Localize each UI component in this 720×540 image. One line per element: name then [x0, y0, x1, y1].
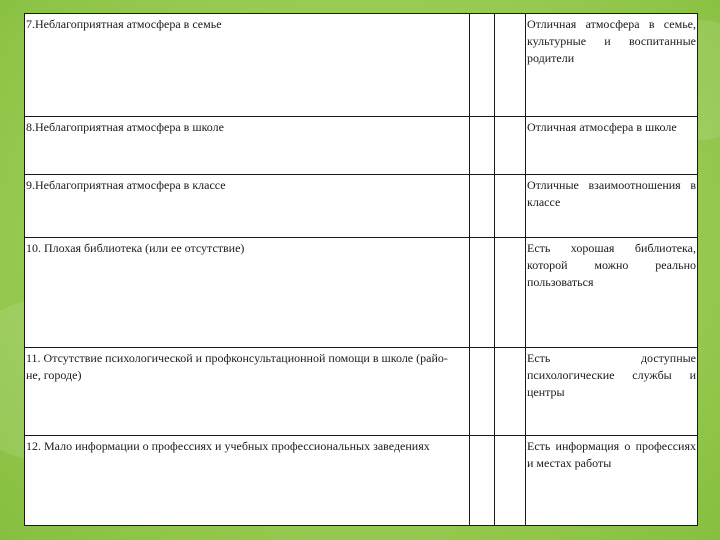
problem-cell: 12. Мало информации о профессиях и учебных профессиональных заведениях: [25, 436, 470, 526]
problem-cell: 11. Отсутствие психологической и профконсультационной помощи в школе (райо- не, городе): [25, 348, 470, 436]
empty-cell: [495, 117, 526, 175]
empty-cell: [470, 175, 495, 238]
empty-cell: [495, 238, 526, 348]
empty-cell: [470, 436, 495, 526]
solution-cell: Есть хорошая библиотека, которой можно реально пользоваться: [526, 238, 698, 348]
solution-cell: Отличная атмосфера в школе: [526, 117, 698, 175]
problem-cell: 10. Плохая библиотека (или ее отсутствие): [25, 238, 470, 348]
empty-cell: [470, 348, 495, 436]
empty-cell: [495, 14, 526, 117]
empty-cell: [470, 14, 495, 117]
empty-cell: [495, 348, 526, 436]
problem-cell: 7.Неблагоприятная атмосфера в семье: [25, 14, 470, 117]
table-row: [25, 436, 698, 526]
solution-cell: Отличные взаимоотношения в классе: [526, 175, 698, 238]
table-row: [25, 117, 698, 175]
problem-cell: 9.Неблагоприятная атмосфера в классе: [25, 175, 470, 238]
solution-cell: Отличная атмосфера в семье, культурные и воспитанные родители: [526, 14, 698, 117]
table-row: [25, 238, 698, 348]
solution-cell: Есть доступные психологические службы и центры: [526, 348, 698, 436]
empty-cell: [470, 117, 495, 175]
table-row: [25, 14, 698, 117]
empty-cell: [470, 238, 495, 348]
table-row: [25, 348, 698, 436]
empty-cell: [495, 175, 526, 238]
empty-cell: [495, 436, 526, 526]
table-row: [25, 175, 698, 238]
problems-solutions-table: [24, 13, 698, 526]
solution-cell: Есть информация о профессиях и местах работы: [526, 436, 698, 526]
problem-cell: 8.Неблагоприятная атмосфера в школе: [25, 117, 470, 175]
